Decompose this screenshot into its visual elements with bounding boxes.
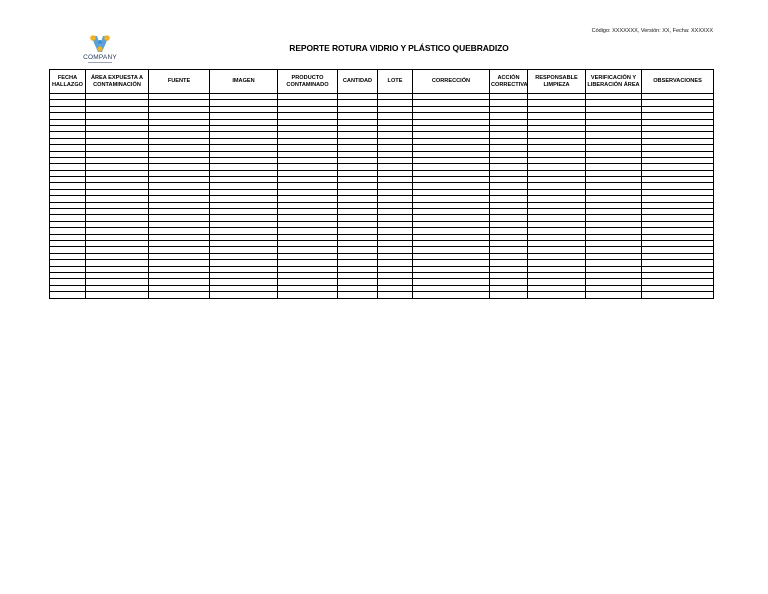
- column-header: OBSERVACIONES: [642, 70, 714, 94]
- page-title: REPORTE ROTURA VIDRIO Y PLÁSTICO QUEBRADIZO: [289, 43, 509, 53]
- table-cell[interactable]: [86, 292, 149, 298]
- column-header: IMAGEN: [210, 70, 278, 94]
- column-header: VERIFICACIÓN Y LIBERACIÓN ÁREA: [586, 70, 642, 94]
- table-cell[interactable]: [413, 292, 490, 298]
- table-cell[interactable]: [210, 292, 278, 298]
- table-cell[interactable]: [586, 292, 642, 298]
- table-row: [50, 292, 714, 298]
- column-header: RESPONSABLE LIMPIEZA: [528, 70, 586, 94]
- table-cell[interactable]: [378, 292, 413, 298]
- company-logo: [80, 33, 120, 65]
- column-header: FECHA HALLAZGO: [50, 70, 86, 94]
- column-header: LOTE: [378, 70, 413, 94]
- column-header: FUENTE: [149, 70, 210, 94]
- table-cell[interactable]: [149, 292, 210, 298]
- column-header: CORRECCIÓN: [413, 70, 490, 94]
- document-code: Código: XXXXXXX, Versión: XX, Fecha: XXXXXX: [591, 28, 713, 34]
- logo-tagline-line: [88, 62, 112, 63]
- report-table: [49, 69, 714, 299]
- table-cell[interactable]: [642, 292, 714, 298]
- column-header: CANTIDAD: [338, 70, 378, 94]
- table-cell[interactable]: [528, 292, 586, 298]
- table-body: [50, 94, 714, 299]
- column-header: ACCIÓN CORRECTIVA: [490, 70, 528, 94]
- company-logo-icon: [89, 33, 111, 55]
- table-cell[interactable]: [338, 292, 378, 298]
- table-cell[interactable]: [50, 292, 86, 298]
- table-cell[interactable]: [490, 292, 528, 298]
- column-header: PRODUCTO CONTAMINADO: [278, 70, 338, 94]
- column-header: ÁREA EXPUESTA A CONTAMINACIÓN: [86, 70, 149, 94]
- table-cell[interactable]: [278, 292, 338, 298]
- header-row: [50, 70, 714, 94]
- logo-text: COMPANY: [83, 54, 117, 61]
